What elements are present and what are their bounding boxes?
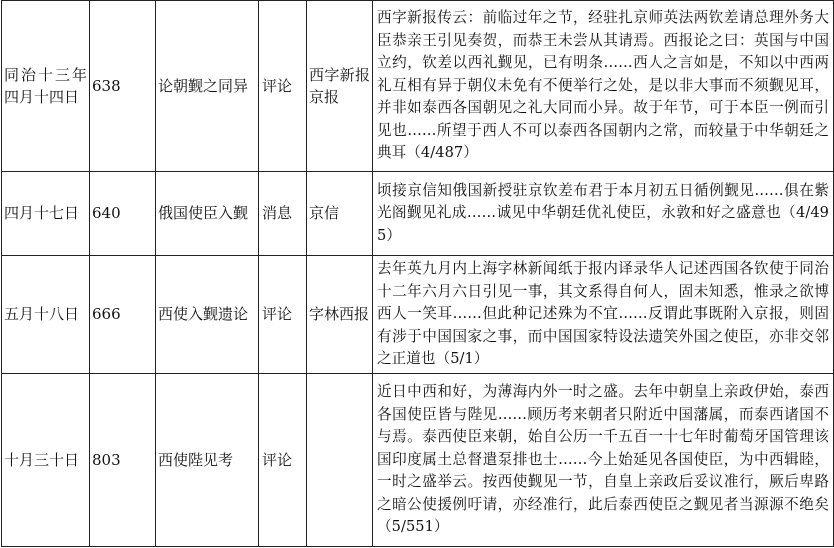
date-cell: 五月十八日	[2, 256, 90, 374]
news-table	[1, 0, 834, 547]
title-cell: 论朝觐之同异	[156, 1, 259, 172]
content-cell: 西字新报传云：前临过年之节，经驻扎京师英法两钦差请总理外务大臣恭亲王引见奏贺，而恭王未尝从其请焉。西报论之曰：英国与中国立约，钦差以西礼觐见，已有明条……西人之言如是，不知以中西两礼互相有异于朝仪未免有不便举行之处，是以非大事而不须觐见耳，并非如泰西各国朝见之礼大同而小异。故于年节，可于本臣一例而引见也……所望于西人不可以泰西各国朝内之常，而较量于中华朝廷之典耳（4/487）	[373, 1, 834, 172]
type-cell: 评论	[259, 256, 307, 374]
table-row	[2, 1, 834, 172]
content-cell: 近日中西和好，为薄海内外一时之盛。去年中朝皇上亲政伊始，泰西各国使臣皆与陛见……顾历考来朝者只附近中国藩属，而泰西诸国不与焉。泰西使臣来朝，始自公历一千五百一十七年时葡萄牙国管理该国印度属土总督遣泵排也士……今上始延见各国使臣，为中西辑睦，一时之盛举云。按西使觐见一节，自皇上亲政后妥议准行，厥后卑路之暗公使援例吁请，亦经准行，此后泰西使臣之觐见者当源源不绝矣（5/551）	[373, 374, 834, 547]
number-cell: 803	[90, 374, 156, 547]
type-cell: 评论	[259, 374, 307, 547]
source-cell: 西字新报京报	[307, 1, 373, 172]
number-cell: 640	[90, 172, 156, 256]
table-row	[2, 172, 834, 256]
number-cell: 638	[90, 1, 156, 172]
content-cell: 顷接京信知俄国新授驻京钦差布君于本月初五日循例觐见……俱在紫光阁觐见礼成……诚见中华朝廷优礼使臣，永敦和好之盛意也（4/495）	[373, 172, 834, 256]
table-row	[2, 374, 834, 547]
date-cell: 十月三十日	[2, 374, 90, 547]
date-cell: 同治十三年四月十四日	[2, 1, 90, 172]
number-cell: 666	[90, 256, 156, 374]
type-cell: 消息	[259, 172, 307, 256]
title-cell: 西使陛见考	[156, 374, 259, 547]
source-cell	[307, 374, 373, 547]
title-cell: 俄国使臣入觐	[156, 172, 259, 256]
title-cell: 西使入觐遗论	[156, 256, 259, 374]
content-cell: 去年英九月内上海字林新闻纸于报内译录华人记述西国各钦使于同治十二年六月六日引见一事，其文系得自何人，固未知悉，惟录之欲博西人一笑耳……但此种记述殊为不宜……反谓此事既附入京报，则固有涉于中国国家之事，而中国国家特设法遗笑外国之使臣，亦非交邻之正道也（5/1）	[373, 256, 834, 374]
source-cell: 京信	[307, 172, 373, 256]
date-cell: 四月十七日	[2, 172, 90, 256]
type-cell: 评论	[259, 1, 307, 172]
source-cell: 字林西报	[307, 256, 373, 374]
table-row	[2, 256, 834, 374]
